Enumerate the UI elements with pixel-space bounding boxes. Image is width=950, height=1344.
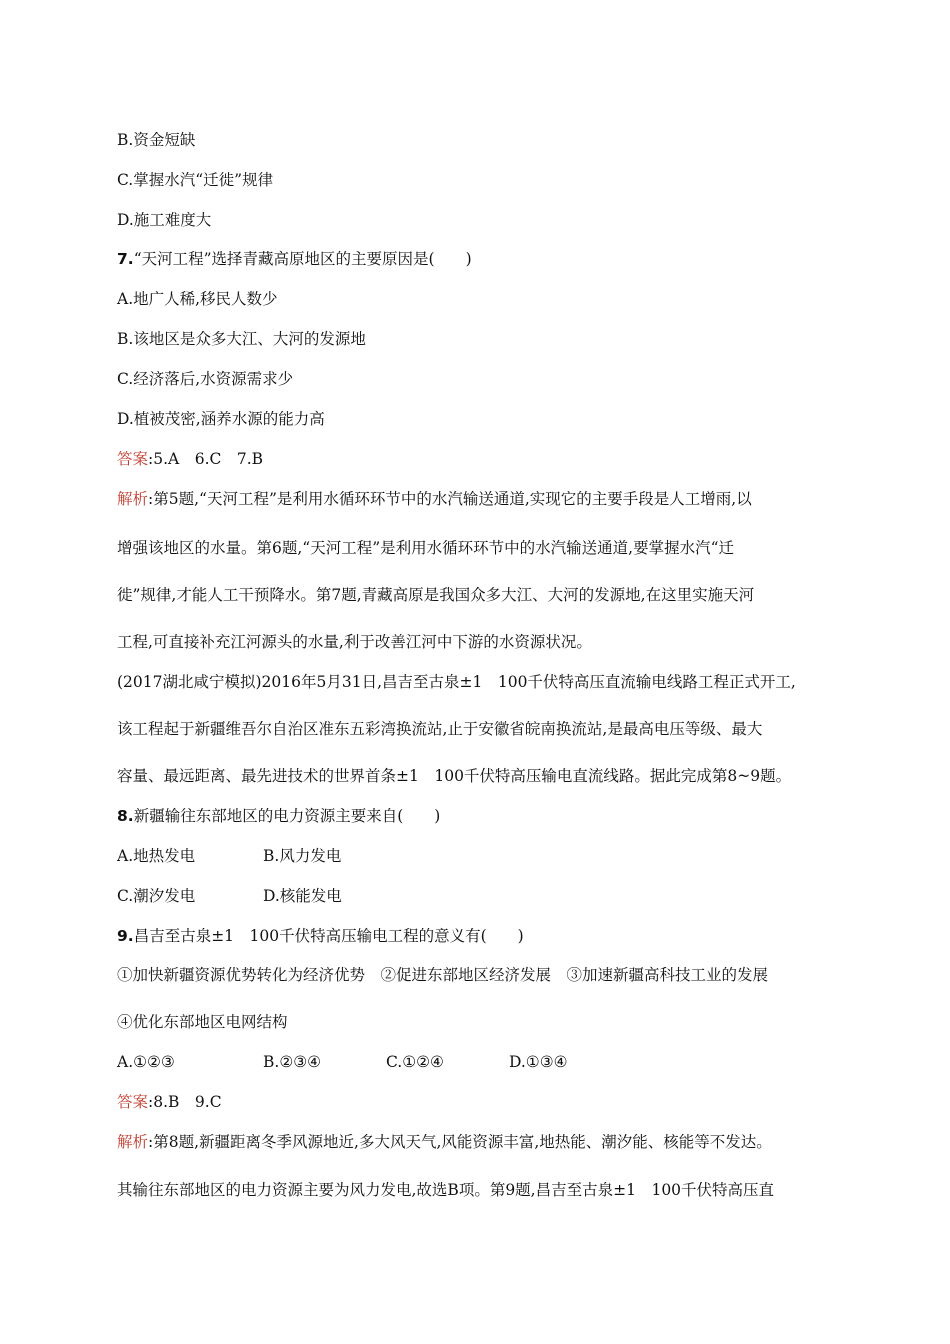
answer-block-1: [117, 448, 263, 470]
answer-label: 答案: [117, 1093, 149, 1111]
question-9: [117, 925, 524, 947]
q7-option-b: B.该地区是众多大江、大河的发源地: [117, 330, 366, 348]
q8-options-row-1: [117, 845, 341, 867]
question-9-number: 9.: [117, 927, 134, 945]
material-line-3: 容量、最远距离、最先进技术的世界首条±1 100千伏特高压输电直流线路。据此完成第8~9题。: [117, 767, 792, 785]
q9-items-line-2: ④优化东部地区电网结构: [117, 1013, 288, 1031]
analysis-label: 解析: [117, 490, 149, 508]
q9-option-c: C.①②④: [386, 1053, 444, 1071]
material-line-2: 该工程起于新疆维吾尔自治区准东五彩湾换流站,止于安徽省皖南换流站,是最高电压等级、最大: [117, 720, 763, 738]
material-line-1: (2017湖北咸宁模拟)2016年5月31日,昌吉至古泉±1 100千伏特高压直流输电线路工程正式开工,: [117, 673, 796, 691]
analysis-2-line-1: [117, 1131, 772, 1153]
q6-option-c: C.掌握水汽“迁徙”规律: [117, 171, 274, 189]
question-7-stem: “天河工程”选择青藏高原地区的主要原因是( ): [133, 250, 472, 268]
q8-options-row-2: [117, 885, 342, 907]
q8-option-a: A.地热发电: [117, 847, 196, 865]
analysis-2-line-2: 其输往东部地区的电力资源主要为风力发电,故选B项。第9题,昌吉至古泉±1 100千伏特高压直: [117, 1181, 775, 1199]
question-8-stem: 新疆输往东部地区的电力资源主要来自( ): [133, 807, 441, 825]
question-7: [117, 248, 472, 270]
q8-option-d: D.核能发电: [263, 887, 342, 905]
analysis-1-line-1: [117, 488, 752, 510]
q8-option-c: C.潮汐发电: [117, 887, 196, 905]
q9-option-d: D.①③④: [509, 1053, 568, 1071]
q8-option-b: B.风力发电: [263, 847, 342, 865]
q9-items-line-1: ①加快新疆资源优势转化为经济优势 ②促进东部地区经济发展 ③加速新疆高科技工业的发展: [117, 966, 769, 984]
question-8: [117, 805, 440, 827]
answer-label: 答案: [117, 450, 149, 468]
q9-options-row: [117, 1051, 568, 1073]
q6-option-b: B.资金短缺: [117, 131, 196, 149]
q6-option-d: D.施工难度大: [117, 211, 212, 229]
analysis-1-line-3: 徙”规律,才能人工干预降水。第7题,青藏高原是我国众多大江、大河的发源地,在这里实施天河: [117, 586, 755, 604]
analysis-1-line-2: 增强该地区的水量。第6题,“天河工程”是利用水循环环节中的水汽输送通道,要掌握水汽“迁: [117, 539, 734, 557]
question-9-stem: 昌吉至古泉±1 100千伏特高压输电工程的意义有( ): [133, 927, 524, 945]
question-7-number: 7.: [117, 250, 134, 268]
question-8-number: 8.: [117, 807, 134, 825]
q7-option-d: D.植被茂密,涵养水源的能力高: [117, 410, 325, 428]
q9-option-b: B.②③④: [263, 1053, 322, 1071]
q7-option-a: A.地广人稀,移民人数少: [117, 290, 278, 308]
analysis-text: :第8题,新疆距离冬季风源地近,多大风天气,风能资源丰富,地热能、潮汐能、核能等不发达。: [148, 1133, 772, 1151]
analysis-label: 解析: [117, 1133, 149, 1151]
q7-option-c: C.经济落后,水资源需求少: [117, 370, 294, 388]
analysis-1-line-4: 工程,可直接补充江河源头的水量,利于改善江河中下游的水资源状况。: [117, 633, 592, 651]
answer-text: :8.B 9.C: [148, 1093, 222, 1111]
answer-block-2: [117, 1091, 222, 1113]
q9-option-a: A.①②③: [117, 1053, 175, 1071]
analysis-text: :第5题,“天河工程”是利用水循环环节中的水汽输送通道,实现它的主要手段是人工增雨,以: [148, 490, 752, 508]
answer-text: :5.A 6.C 7.B: [148, 450, 264, 468]
